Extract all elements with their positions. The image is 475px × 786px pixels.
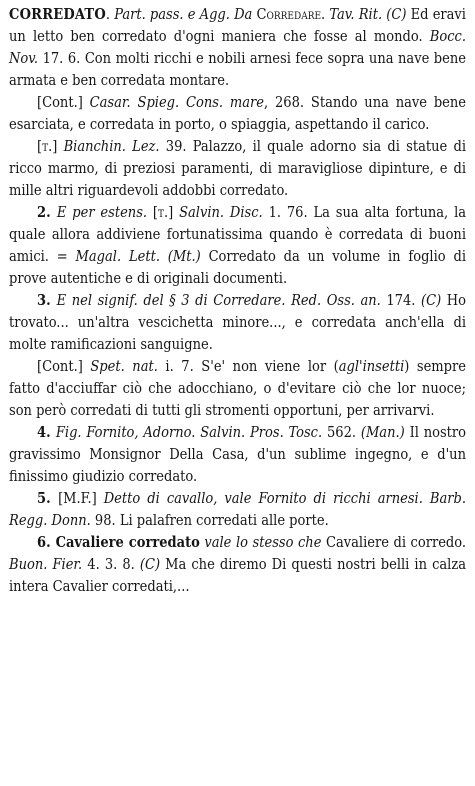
citation-tag: [Cont.] (37, 95, 90, 111)
citation-tag: [t.] (37, 139, 64, 155)
pos-dot: . (321, 7, 326, 23)
citation-text: Il nostro gravissimo Monsignor Della Casa, d'un sublime ingegno, e d'un finissimo giudizio corredato. (9, 425, 467, 485)
derivation: Corredare (256, 7, 322, 23)
sense-label: E nel signif. del § 3 di Corredare. (56, 293, 286, 309)
citation-tag: [Cont.] (37, 359, 91, 375)
citation-text: Con molti ricchi e nobili arnesi fece sopra una nave bene armata e ben corredata montare. (9, 51, 466, 89)
citation-source: Bianchin. Lez. (63, 139, 160, 155)
citation-source: Salvin. Disc. (179, 205, 263, 221)
citation-source: Tav. Rit. (329, 7, 383, 23)
headword-sep: . (105, 7, 115, 23)
entry-cont-1 (9, 92, 466, 136)
citation-text: Ed eravi un letto ben corredato d'ogni maniera che fosse al mondo. (9, 7, 466, 45)
sense-number: 4. (37, 424, 56, 441)
citation-text: S'e' non viene lor ( (201, 359, 339, 375)
citation-ref: 174. (380, 293, 422, 309)
citation-tag: [M.F.] (58, 491, 104, 507)
citation-source: Magal. Lett. (75, 249, 160, 265)
entry-main (9, 4, 466, 92)
citation-ref: 1. 76. (262, 205, 314, 221)
citation-tag: (Mt.) (159, 249, 201, 265)
citation-tag: (Man.) (360, 425, 405, 441)
citation-source: Casar. Spieg. Cons. mare (89, 95, 265, 111)
citation-ref: i. 7. (157, 359, 202, 375)
sense-number: 5. (37, 490, 59, 507)
citation-text: La sua alta fortuna, la quale allora addiviene fortunatissima quando è corredata di buoni amici. = (9, 205, 467, 265)
sense-number: 3. (37, 292, 57, 309)
citation-text: Palazzo, il quale adorno sia di statue di ricco marmo, di preziosi paramenti, di maravigliose dipinture, e di mille altri riguardevoli addobbi corredato. (9, 139, 466, 199)
citation-source: Red. Oss. an. (285, 293, 381, 309)
sense-label: Fig. Fornito, Adorno. (55, 425, 196, 441)
sense-3-cont (9, 356, 466, 422)
citation-ref: 562. (322, 425, 361, 441)
sense-equivalent: Cavaliere di corredo. (326, 535, 466, 551)
citation-source: Bocc. Nov. (9, 29, 466, 67)
entry-cont-2 (9, 136, 466, 202)
sense-3 (9, 290, 466, 356)
citation-text: Li palafren corredati alle porte. (119, 513, 329, 529)
sense-number: 6. (37, 534, 56, 551)
citation-source: Buon. Fier. (9, 557, 83, 573)
citation-ref: 17. 6. (38, 51, 85, 67)
sense-4 (9, 422, 466, 488)
citation-text: Ma che diremo Di questi nostri belli in calza intera Cavalier corredati,... (9, 557, 466, 595)
citation-text: Corredato da un volume in foglio di prove autentiche e di originali documenti. (9, 249, 466, 287)
citation-tag: (C) (386, 7, 407, 23)
citation-text: Ho trovato... un'altra vescichetta minore..., e corredata anch'ella di molte ramificazioni sanguigne. (9, 293, 467, 353)
citation-source: Salvin. Pros. Tosc. (195, 425, 323, 441)
citation-tag: [t.] (147, 205, 180, 221)
citation-ref: 98. (90, 513, 120, 529)
sense-label: Detto di cavallo, vale Fornito di ricchi arnesi. (103, 491, 423, 507)
citation-ref: 4. 3. 8. (82, 557, 140, 573)
citation-source: Barb. Regg. Donn. (9, 491, 467, 529)
sense-number: 2. (37, 204, 57, 221)
citation-ref: 39. (159, 139, 193, 155)
headword: CORREDATO (9, 6, 106, 23)
citation-text: Stando una nave bene esarciata, e corredata in porto, o spiaggia, aspettando il carico. (9, 95, 467, 133)
citation-source: Spet. nat. (90, 359, 158, 375)
sense-label: E per estens. (56, 205, 148, 221)
sense-label: vale lo stesso che (199, 535, 326, 551)
sense-2 (9, 202, 466, 290)
citation-tag: (C) (421, 293, 442, 309)
sense-phrase: Cavaliere corredato (55, 534, 200, 551)
sense-6 (9, 532, 466, 598)
citation-ref: , 268. (264, 95, 311, 111)
sense-5 (9, 488, 466, 532)
part-of-speech: Part. pass. e Agg. Da (114, 7, 257, 23)
citation-italic: agl'insetti (338, 359, 405, 375)
citation-text: ) sempre fatto d'acciuffar ciò che adocchiano, o d'evitare ciò che lor nuoce; son però corredati di tutti gli stromenti opportuni, per arrivarvi. (9, 359, 466, 419)
citation-tag: (C) (139, 557, 161, 573)
